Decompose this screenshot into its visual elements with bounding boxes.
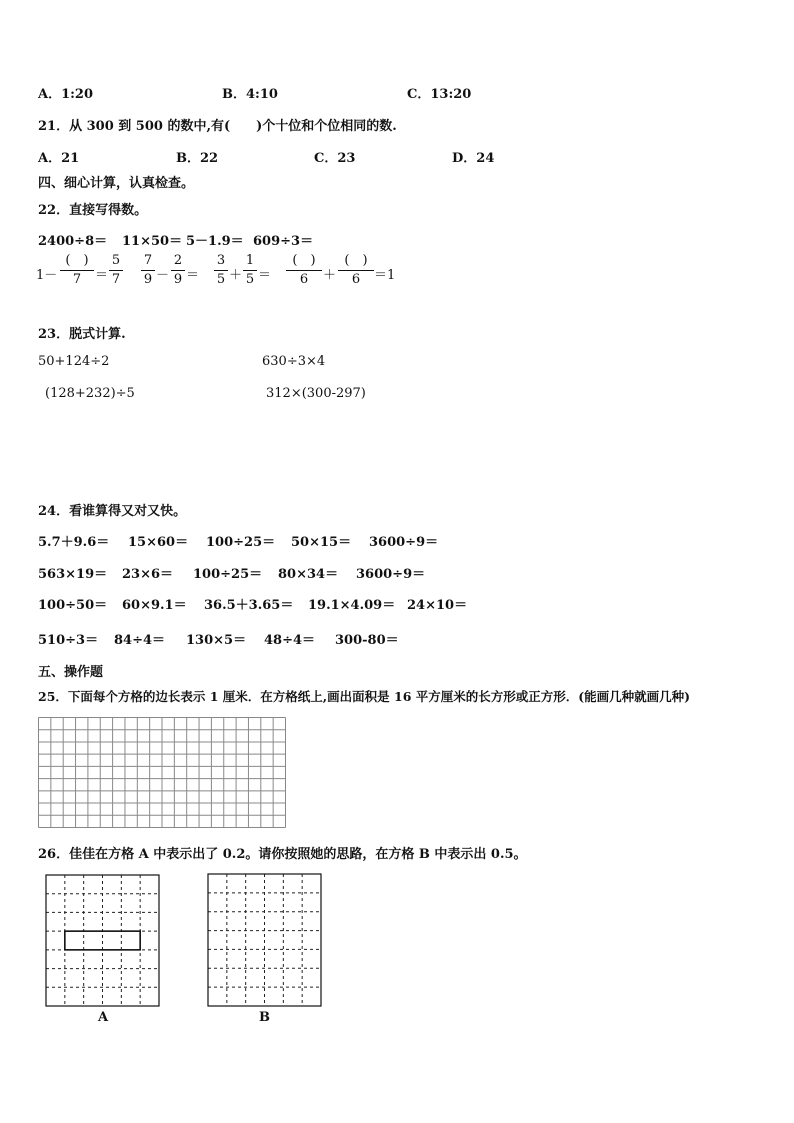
numerator: 1 [245,253,255,268]
q26-label-a: A [98,1010,109,1025]
q23-expr-2: 630÷3×4 [262,354,326,369]
q24-r2c3: 100÷25＝ [193,567,263,582]
fraction-bar [243,270,257,271]
q22-f3-second [243,253,257,288]
denominator: 9 [173,272,183,287]
q24-r4c3: 130×5＝ [186,633,247,648]
fraction-bar [214,270,228,271]
denominator: 7 [72,272,82,287]
q24-r3c2: 60×9.1＝ [122,598,187,613]
section-5-heading: 五、操作题 [38,665,104,680]
fraction-bar [286,270,322,271]
q24-r1c1: 5.7＋9.6＝ [38,535,110,550]
q24-r4c4: 48÷4＝ [264,633,316,648]
q22-f1-lead: 1－ [36,268,58,283]
q22-f1-fraction [60,253,94,288]
fraction-bar [171,270,185,271]
fraction-bar [60,270,94,271]
numerator: 5 [111,253,121,268]
q22-f2-first [141,253,155,288]
q22-f4-first [286,253,322,288]
denominator: 5 [216,272,226,287]
numerator: 2 [173,253,183,268]
q21-option-d: D．24 [452,151,495,166]
q23-expr-3: (128+232)÷5 [45,386,135,401]
q26-label-b: B [259,1010,270,1025]
q23-title: 23．脱式计算. [38,327,126,342]
q22-f2-op: － [156,268,170,283]
q26-text: 26．佳佳在方格 A 中表示出了 0.2。请你按照她的思路，在方格 B 中表示出 0.5。 [38,847,527,862]
q26-grid-a [45,874,161,1008]
denominator: 9 [143,272,153,287]
q24-r2c4: 80×34＝ [278,567,339,582]
q22-item-3: 5－1.9＝ [186,234,244,249]
q24-r4c5: 300-80＝ [335,633,399,648]
q22-item-4: 609÷3＝ [253,234,314,249]
q22-f4-second [338,253,374,288]
q23-expr-1: 50+124÷2 [38,354,110,369]
q25-square-grid[interactable] [38,717,286,828]
q21-stem: 21．从 300 到 500 的数中,有( )个十位和个位相同的数. [38,119,397,134]
numerator: ( ) [344,253,368,268]
q26-grid-b[interactable] [207,873,323,1008]
q24-r2c2: 23×6＝ [122,567,174,582]
denominator: 6 [351,272,361,287]
q24-r1c4: 50×15＝ [291,535,352,550]
q24-r4c1: 510÷3＝ [38,633,99,648]
q22-f4-equals: ＝1 [374,268,396,283]
q24-r3c3: 36.5＋3.65＝ [204,598,294,613]
q22-f4-op: ＋ [323,268,337,283]
q24-r2c1: 563×19＝ [38,567,108,582]
q21-option-a: A．21 [38,151,80,166]
q24-r3c5: 24×10＝ [407,598,468,613]
numerator: ( ) [65,253,89,268]
q22-f2-second [171,253,185,288]
q24-title: 24．看谁算得又对又快。 [38,504,187,519]
q24-r3c4: 19.1×4.09＝ [308,598,396,613]
q25-text: 25．下面每个方格的边长表示 1 厘米．在方格纸上,画出面积是 16 平方厘米的长方形或正方形．(能画几种就画几种) [38,689,691,704]
q24-r1c2: 15×60＝ [128,535,189,550]
numerator: ( ) [292,253,316,268]
q22-title: 22．直接写得数。 [38,203,148,218]
section-4-heading: 四、细心计算，认真检查。 [38,176,195,191]
q22-f3-first [214,253,228,288]
q22-item-1: 2400÷8＝ [38,234,108,249]
q22-f3-op: ＋ [229,268,243,283]
q24-r1c5: 3600÷9＝ [369,535,439,550]
q21-option-b: B．22 [176,151,219,166]
fraction-bar [109,270,123,271]
q23-expr-4: 312×(300-297) [266,386,366,401]
denominator: 7 [111,272,121,287]
q20-option-c: C．13:20 [407,87,472,102]
q24-r2c5: 3600÷9＝ [356,567,426,582]
q24-r1c3: 100÷25＝ [206,535,276,550]
q21-option-c: C．23 [314,151,356,166]
fraction-bar [338,270,374,271]
q22-f1-equals: ＝ [95,268,109,283]
denominator: 6 [299,272,309,287]
q24-r4c2: 84÷4＝ [114,633,166,648]
numerator: 7 [143,253,153,268]
fraction-bar [141,270,155,271]
q22-f1-result [109,253,123,288]
q20-option-b: B．4:10 [222,87,278,102]
denominator: 5 [245,272,255,287]
q22-item-2: 11×50＝ [122,234,183,249]
q22-f3-equals: ＝ [258,268,272,283]
numerator: 3 [216,253,226,268]
q22-f2-equals: ＝ [186,268,200,283]
q24-r3c1: 100÷50＝ [38,598,108,613]
q20-option-a: A．1:20 [38,87,94,102]
